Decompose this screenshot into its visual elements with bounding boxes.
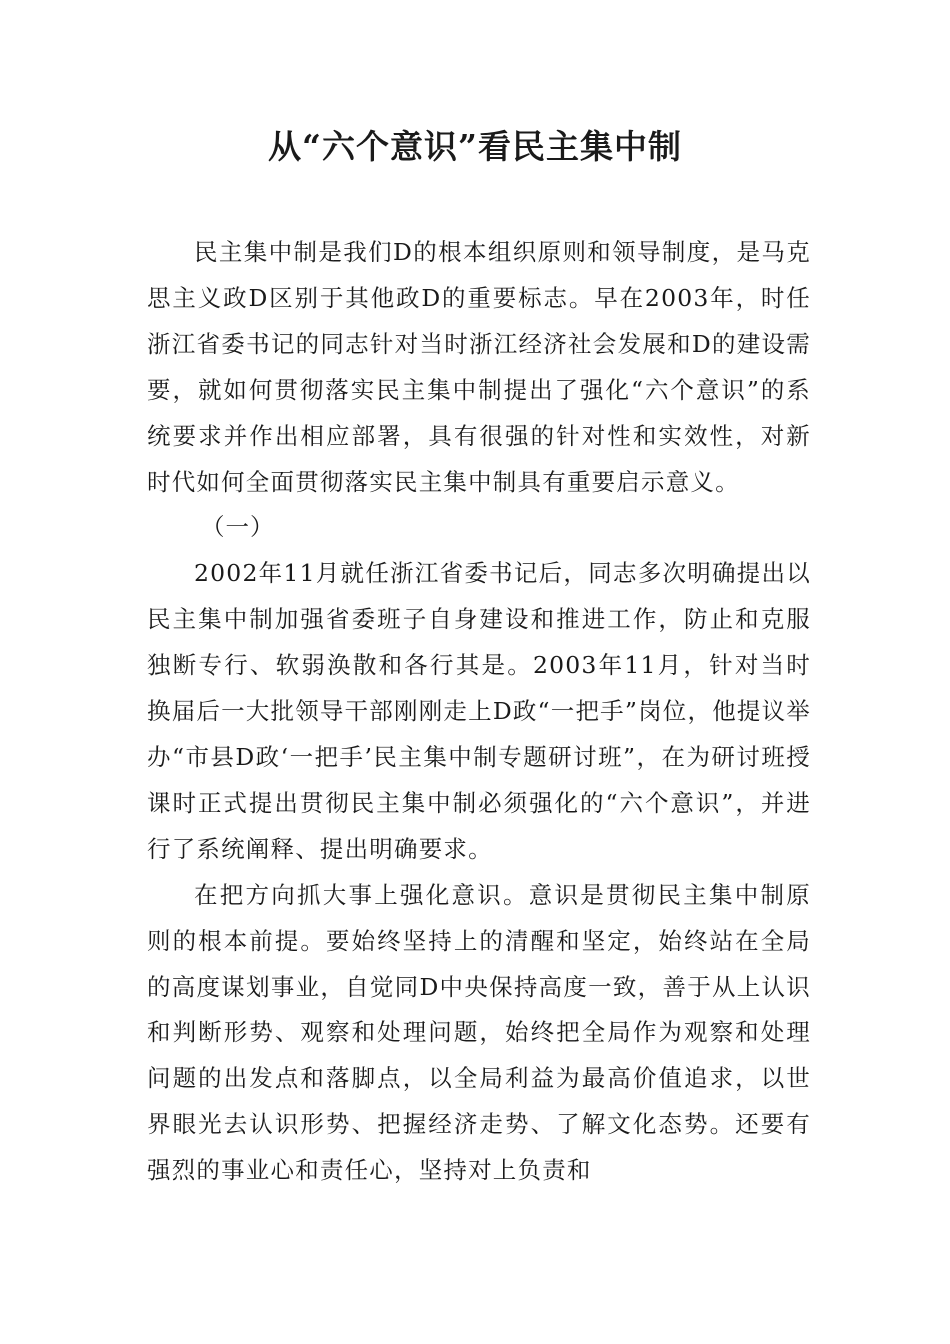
section-heading: （一）: [201, 513, 275, 542]
document-title: 从“六个意识”看民主集中制: [268, 127, 682, 166]
document-body: [147, 230, 811, 1194]
intro-paragraph: 民主集中制是我们D的根本组织原则和领导制度，是马克思主义政D区别于其他政D的重要标志。早在2003年，时任浙江省委书记的同志针对当时浙江经济社会发展和D的建设需要，就如何贯彻落实民主集中制提出了强化“六个意识”的系统要求并作出相应部署，具有很强的针对性和实效性，对新时代如何全面贯彻落实民主集中制具有重要启示意义。: [147, 238, 811, 496]
section-paragraph: 在把方向抓大事上强化意识。意识是贯彻民主集中制原则的根本前提。要始终坚持上的清醒和坚定，始终站在全局的高度谋划事业，自觉同D中央保持高度一致，善于从上认识和判断形势、观察和处理问题，始终把全局作为观察和处理问题的出发点和落脚点，以全局利益为最高价值追求，以世界眼光去认识形势、把握经济走势、了解文化态势。还要有强烈的事业心和责任心，坚持对上负责和: [147, 880, 811, 1185]
section-paragraph: 2002年11月就任浙江省委书记后，同志多次明确提出以民主集中制加强省委班子自身建设和推进工作，防止和克服独断专行、软弱涣散和各行其是。2003年11月，针对当时换届后一大批领导干部刚刚走上D政“一把手”岗位，他提议举办“市县D政‘一把手’民主集中制专题研讨班”，在为研讨班授课时正式提出贯彻民主集中制必须强化的“六个意识”，并进行了系统阐释、提出明确要求。: [147, 559, 811, 863]
